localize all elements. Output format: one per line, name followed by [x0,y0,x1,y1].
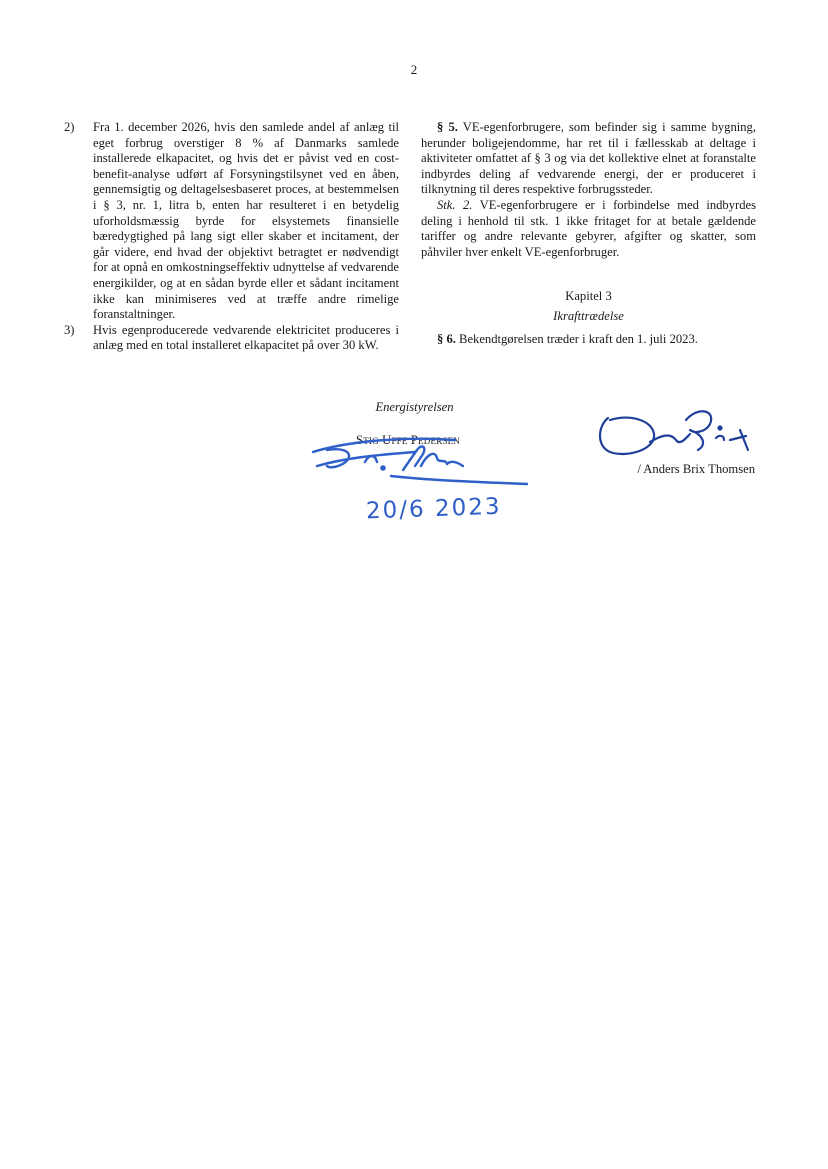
list-item [64,323,399,354]
handwritten-signature-primary [305,428,540,493]
agency-name: Energistyrelsen [375,400,454,414]
section-5 [421,120,756,198]
list-item-text: Hvis egenproducerede vedvarende elektricitet produceres i anlæg med en total installeret elkapacitet på over 30 kW. [93,322,399,353]
section-5-label: § 5. [437,120,458,134]
page-number: 2 [410,62,418,77]
right-column [421,120,756,260]
section-6 [421,332,756,348]
signer-name-secondary: / Anders Brix Thomsen [637,462,755,476]
list-item-text: Fra 1. december 2026, hvis den samlede andel af anlæg til eget forbrug overstiger 8 % af Danmarks samlede installerede elkapacitet, og hvis det er påvist ved en cost-benefit-analyse udført af Forsyningstilsynet ved en åben, gennemsigtig og deltagelsesbaseret proces, at bestemmelsen i § 3, nr. 1, litra b, enten har resulteret i en betydelig uforholdsmæssig byrde for elsystemets finansielle bæredygtighed på lang sigt eller skaber et incitament, der går videre, end hvad der objektivt betragtet er nødvendigt for at opnå en omkostningseffektiv udnyttelse af vedvarende energikilder, og at en sådan byrde eller et sådant incitament ikke kan minimiseres ved at træffe andre rimelige foranstaltninger. [93,120,399,322]
stk-2-text: VE-egenforbrugere er i forbindelse med indbyrdes deling i henhold til stk. 1 ikke fritaget for at betale gældende tariffer og andre relevante gebyrer, afgifter og skatter, som påhviler hver enkelt VE-egenforbruger. [421,197,756,259]
left-column [64,120,399,354]
section-6-text: Bekendtgørelsen træder i kraft den 1. juli 2023. [455,332,698,346]
section-6-label: § 6. [437,332,456,346]
handwritten-signature-secondary [590,400,760,465]
signer-name-primary: Stig Uffe Pedersen [356,433,461,447]
chapter-title: Ikrafttrædelse [553,309,624,323]
section-5-text: VE-egenforbrugere, som befinder sig i samme bygning, herunder boligejendomme, har ret til i fællesskab at deltage i aktiviteter omfattet af § 3 og via det kollektive elnet at foranstalte indbyrdes deling af vedvarende energi, der er produceret i tilknytning til deres respektive forbrugssteder. [421,120,756,197]
list-item [64,120,399,323]
list-item-number: 2) [64,120,75,134]
chapter-number: Kapitel 3 [565,289,612,303]
section-5-stk-2 [421,198,756,260]
list-item-number: 3) [64,322,75,337]
stk-2-label: Stk. 2. [437,197,473,212]
handwritten-date: 20/6 2023 [365,493,502,525]
